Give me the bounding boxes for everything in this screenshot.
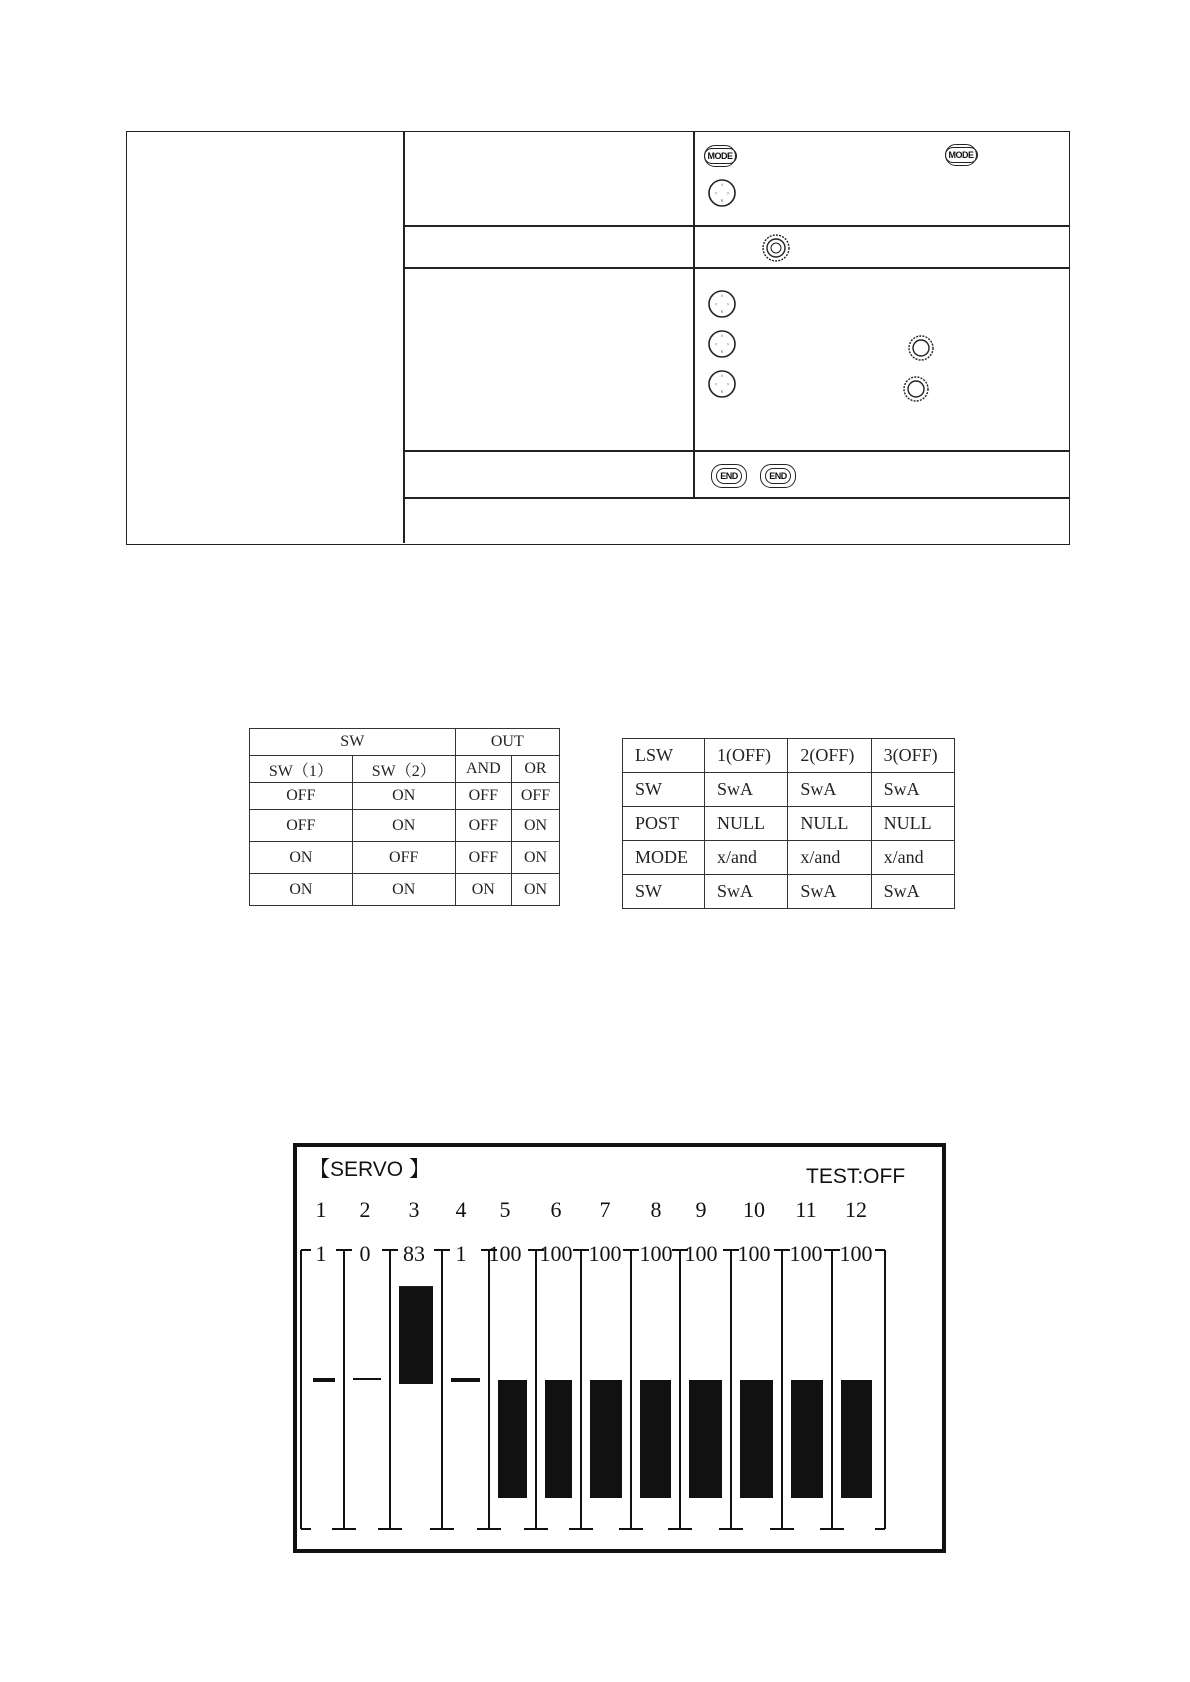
servo-position-bar <box>451 1378 480 1382</box>
row-divider <box>403 450 1069 452</box>
table-cell: POST <box>623 807 705 841</box>
channel-number: 10 <box>743 1197 765 1222</box>
table-cell: NULL <box>871 807 954 841</box>
channel-number: 9 <box>695 1197 707 1222</box>
table-subheader-cell: OR <box>511 756 559 783</box>
channel-number: 5 <box>499 1197 511 1222</box>
table-cell: ON <box>352 874 455 906</box>
channel-number: 1 <box>315 1197 327 1222</box>
column-divider <box>693 132 695 498</box>
svg-text:>: > <box>726 383 730 388</box>
row-divider <box>403 225 1069 227</box>
channel-number: 11 <box>795 1197 817 1222</box>
svg-text:<: < <box>714 383 718 388</box>
dpad-icon <box>707 178 737 208</box>
channel-value: 83 <box>403 1241 425 1266</box>
table-cell: SW <box>623 773 705 807</box>
svg-text:<: < <box>714 303 718 308</box>
svg-text:^: ^ <box>720 184 724 189</box>
table-cell: SwA <box>705 875 788 909</box>
table-row <box>623 841 955 875</box>
table-header-cell: OUT <box>455 729 559 756</box>
servo-position-bar <box>399 1286 433 1384</box>
servo-position-bar <box>313 1378 335 1382</box>
table-cell: ON <box>455 874 511 906</box>
servo-position-bar <box>791 1380 823 1498</box>
svg-text:v: v <box>720 390 724 395</box>
dpad-icon <box>707 329 737 359</box>
svg-text:>: > <box>726 192 730 197</box>
dpad-icon <box>707 289 737 319</box>
svg-text:v: v <box>720 350 724 355</box>
table-cell: 3(OFF) <box>871 739 954 773</box>
table-cell: 2(OFF) <box>788 739 871 773</box>
svg-text:v: v <box>720 199 724 204</box>
table-subheader-cell: AND <box>455 756 511 783</box>
table-cell: SwA <box>871 773 954 807</box>
table-row <box>623 807 955 841</box>
channel-number: 3 <box>408 1197 420 1222</box>
table-cell: SwA <box>705 773 788 807</box>
table-cell: SwA <box>788 875 871 909</box>
channel-value: 100 <box>737 1241 771 1266</box>
table-cell: OFF <box>511 783 559 810</box>
table-row <box>623 875 955 909</box>
channel-number: 6 <box>550 1197 562 1222</box>
servo-position-bar <box>841 1380 872 1498</box>
table-cell: NULL <box>788 807 871 841</box>
table-cell: x/and <box>705 841 788 875</box>
mode-button-icon: MODE <box>704 145 736 167</box>
svg-text:<: < <box>714 192 718 197</box>
table-cell: OFF <box>250 810 353 842</box>
channel-number: 12 <box>845 1197 867 1222</box>
table-cell: SW <box>623 875 705 909</box>
channel-number: 4 <box>455 1197 467 1222</box>
servo-position-bar <box>353 1378 381 1380</box>
table-cell: x/and <box>788 841 871 875</box>
table-cell: OFF <box>250 783 353 810</box>
servo-monitor-screen <box>293 1143 946 1553</box>
table-cell: ON <box>511 842 559 874</box>
channel-value: 100 <box>789 1241 823 1266</box>
table-cell: OFF <box>455 783 511 810</box>
procedure-table <box>126 131 1070 545</box>
table-row <box>250 810 560 842</box>
dial-icon <box>906 333 936 363</box>
table-cell: SwA <box>788 773 871 807</box>
servo-position-bar <box>590 1380 622 1498</box>
table-cell: NULL <box>705 807 788 841</box>
svg-text:v: v <box>720 310 724 315</box>
row-divider <box>403 497 1069 499</box>
servo-test-status: TEST:OFF <box>806 1165 906 1188</box>
table-cell: ON <box>511 874 559 906</box>
channel-value: 100 <box>588 1241 622 1266</box>
channel-number: 8 <box>650 1197 662 1222</box>
table-cell: 1(OFF) <box>705 739 788 773</box>
channel-value: 100 <box>488 1241 522 1266</box>
svg-text:^: ^ <box>720 335 724 340</box>
table-cell: ON <box>250 874 353 906</box>
channel-value: 100 <box>639 1241 673 1266</box>
table-row <box>250 874 560 906</box>
channel-value: 100 <box>684 1241 718 1266</box>
channel-value: 1 <box>315 1241 327 1266</box>
svg-text:^: ^ <box>720 375 724 380</box>
svg-text:^: ^ <box>720 295 724 300</box>
mode-button-icon: MODE <box>945 144 977 166</box>
end-button-icon: END <box>760 464 796 488</box>
servo-screen-title: 【SERVO 】 <box>309 1158 430 1181</box>
table-cell: SwA <box>871 875 954 909</box>
dial-icon <box>761 233 791 263</box>
end-button-icon: END <box>711 464 747 488</box>
table-cell: x/and <box>871 841 954 875</box>
servo-bar-display <box>297 1147 942 1549</box>
table-cell: OFF <box>455 842 511 874</box>
table-header-cell: SW <box>250 729 456 756</box>
table-cell: LSW <box>623 739 705 773</box>
servo-position-bar <box>498 1380 527 1498</box>
table-row <box>250 842 560 874</box>
table-cell: MODE <box>623 841 705 875</box>
dial-icon <box>901 374 931 404</box>
channel-value: 100 <box>539 1241 573 1266</box>
table-cell: ON <box>250 842 353 874</box>
table-subheader-cell: SW（1） <box>250 756 353 783</box>
logic-truth-table <box>249 728 560 906</box>
table-row <box>250 783 560 810</box>
servo-position-bar <box>740 1380 773 1498</box>
table-cell: OFF <box>352 842 455 874</box>
servo-position-bar <box>640 1380 671 1498</box>
channel-value: 1 <box>455 1241 467 1266</box>
dpad-icon <box>707 369 737 399</box>
channel-number: 2 <box>359 1197 371 1222</box>
table-cell: OFF <box>455 810 511 842</box>
channel-value: 0 <box>359 1241 371 1266</box>
svg-text:>: > <box>726 303 730 308</box>
channel-value: 100 <box>839 1241 873 1266</box>
row-divider <box>403 267 1069 269</box>
servo-position-bar <box>545 1380 572 1498</box>
table-cell: ON <box>352 810 455 842</box>
table-row <box>623 739 955 773</box>
table-cell: ON <box>352 783 455 810</box>
svg-text:>: > <box>726 343 730 348</box>
channel-number: 7 <box>599 1197 611 1222</box>
lsw-settings-table <box>622 738 955 909</box>
table-cell: ON <box>511 810 559 842</box>
servo-position-bar <box>689 1380 722 1498</box>
svg-text:<: < <box>714 343 718 348</box>
column-divider <box>403 132 405 543</box>
table-subheader-cell: SW（2） <box>352 756 455 783</box>
table-row <box>623 773 955 807</box>
